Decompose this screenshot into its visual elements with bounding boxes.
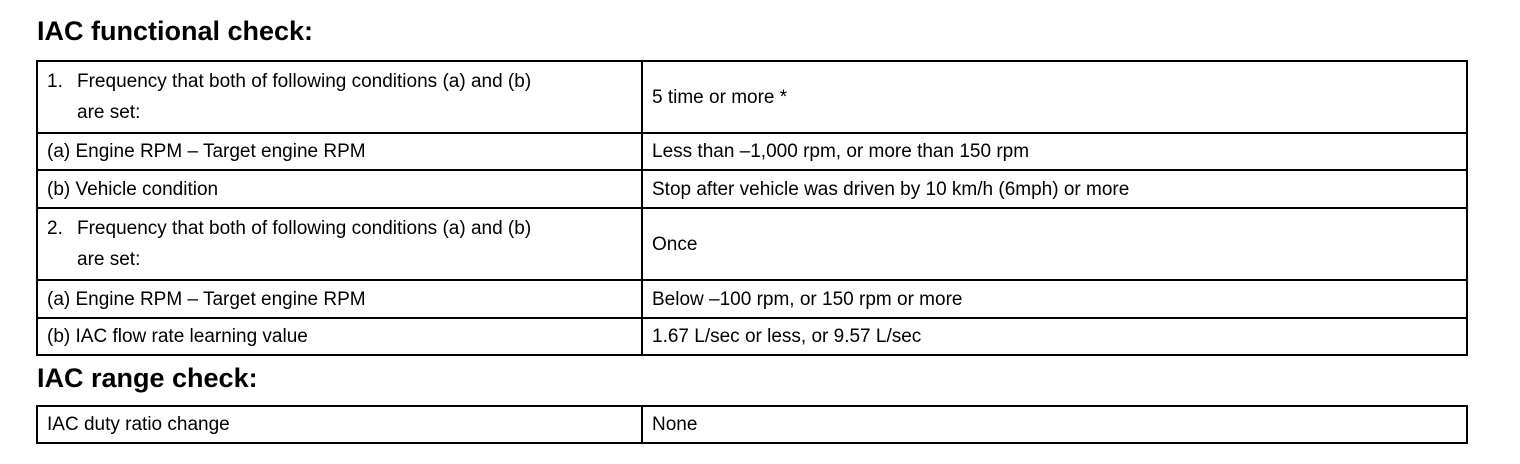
value-cell: Below –100 rpm, or 150 rpm or more	[642, 280, 1467, 318]
condition-text-line2: are set:	[77, 102, 141, 123]
functional-check-table	[36, 60, 1468, 356]
table-row	[37, 61, 1467, 133]
value-cell: 5 time or more *	[642, 61, 1467, 133]
numbered-condition	[47, 213, 641, 275]
table-row	[37, 280, 1467, 318]
condition-text-line2: are set:	[77, 249, 141, 270]
condition-cell: (a) Engine RPM – Target engine RPM	[37, 280, 642, 318]
value-cell: Less than –1,000 rpm, or more than 150 rpm	[642, 133, 1467, 170]
condition-cell: IAC duty ratio change	[37, 406, 642, 443]
condition-number: 2.	[47, 218, 63, 239]
value-cell: None	[642, 406, 1467, 443]
range-check-table	[36, 405, 1468, 444]
condition-cell	[37, 208, 642, 280]
range-check-heading: IAC range check:	[37, 363, 258, 393]
condition-cell: (a) Engine RPM – Target engine RPM	[37, 133, 642, 170]
table-row	[37, 170, 1467, 208]
table-row	[37, 208, 1467, 280]
functional-check-heading: IAC functional check:	[37, 16, 314, 46]
table-row	[37, 133, 1467, 170]
condition-cell	[37, 61, 642, 133]
condition-cell: (b) Vehicle condition	[37, 170, 642, 208]
condition-text-line1: Frequency that both of following conditions (a) and (b)	[77, 71, 532, 92]
value-cell: Once	[642, 208, 1467, 280]
value-cell: 1.67 L/sec or less, or 9.57 L/sec	[642, 318, 1467, 355]
table-row	[37, 406, 1467, 443]
table-row	[37, 318, 1467, 355]
value-cell: Stop after vehicle was driven by 10 km/h (6mph) or more	[642, 170, 1467, 208]
condition-cell: (b) IAC flow rate learning value	[37, 318, 642, 355]
numbered-condition	[47, 66, 641, 128]
condition-text-line1: Frequency that both of following conditions (a) and (b)	[77, 218, 532, 239]
condition-number: 1.	[47, 71, 63, 92]
